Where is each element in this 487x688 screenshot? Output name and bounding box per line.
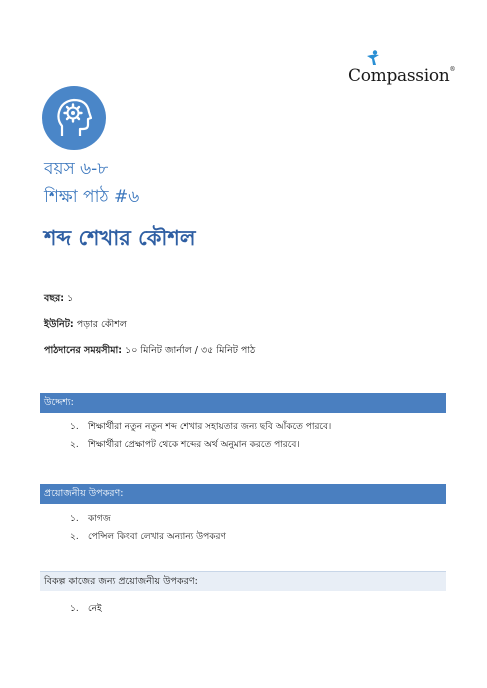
page-title: শব্দ শেখার কৌশল [44, 226, 196, 250]
meta-unit [44, 318, 127, 333]
list-text: শিক্ষার্থীরা নতুন নতুন শব্দ শেখার সহায়তার জন্য ছবি আঁকতে পারবে। [88, 422, 332, 432]
list-number: ২. [70, 440, 79, 450]
meta-time [44, 344, 255, 359]
list-number: ১. [70, 422, 79, 432]
list-item [70, 436, 331, 454]
compassion-figure-icon [366, 50, 380, 66]
list-number: ১. [70, 604, 79, 614]
lesson-number: শিক্ষা পাঠ #৬ [44, 187, 140, 207]
list-text: কাগজ [88, 514, 111, 524]
compassion-logo [346, 50, 456, 90]
alt-materials-heading: বিকল্প কাজের জন্য প্রয়োজনীয় উপকরণ: [40, 571, 446, 591]
unit-value: পড়ার কৌশল [76, 319, 127, 330]
list-text: পেন্সিল কিংবা লেখার অন্যান্য উপকরণ [88, 532, 226, 542]
meta-year [44, 292, 73, 307]
logo-registered-mark: ® [449, 66, 456, 73]
objectives-list [70, 418, 331, 454]
head-gear-icon [56, 98, 92, 138]
materials-list [70, 510, 226, 546]
list-number: ২. [70, 532, 79, 542]
year-label: বছর: [44, 293, 65, 304]
list-item [70, 510, 226, 528]
list-item [70, 418, 331, 436]
list-item [70, 600, 102, 618]
year-value: ১ [67, 293, 74, 304]
header-icon-badge [42, 86, 106, 150]
age-range: বয়স ৬-৮ [44, 159, 109, 179]
list-item [70, 528, 226, 546]
time-label: পাঠদানের সময়সীমা: [44, 345, 123, 356]
list-text: শিক্ষার্থীরা প্রেক্ষাপট থেকে শব্দের অর্থ অনুমান করতে পারবে। [88, 440, 300, 450]
objectives-heading: উদ্দেশ্য: [40, 393, 446, 413]
alt-materials-list [70, 600, 102, 618]
list-text: নেই [88, 604, 102, 614]
logo-text: Compassion [348, 66, 450, 86]
unit-label: ইউনিট: [44, 319, 74, 330]
materials-heading: প্রয়োজনীয় উপকরণ: [40, 484, 446, 504]
list-number: ১. [70, 514, 79, 524]
time-value: ১০ মিনিট জার্নাল / ৩৫ মিনিট পাঠ [125, 345, 256, 356]
